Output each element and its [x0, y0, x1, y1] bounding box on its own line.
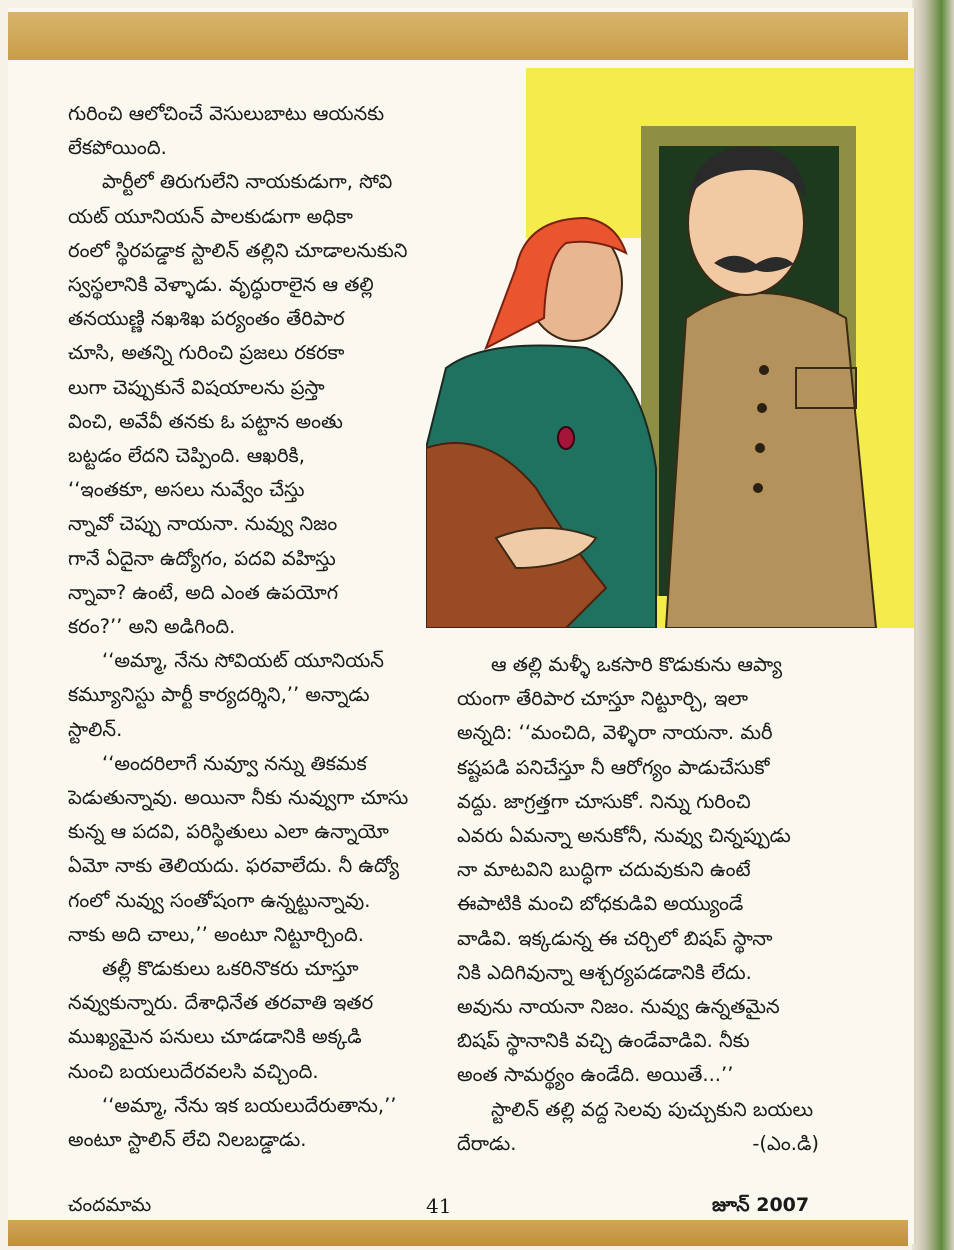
- text-line: కష్టపడి పనిచేస్తూ నీ ఆరోగ్యం పాడుచేసుకో: [457, 755, 770, 779]
- author-signature: -(ఎం.డి): [752, 1131, 819, 1155]
- text-line: పెడుతున్నావు. అయినా నీకు నువ్వుగా చూసు: [68, 786, 409, 810]
- magazine-name: చందమామ: [68, 1194, 152, 1216]
- text-line: బట్టడం లేదని చెప్పింది. ఆఖరికి,: [68, 444, 305, 468]
- text-line: కరం?’’ అని అడిగింది.: [68, 615, 236, 639]
- text-line: ముఖ్యమైన పనులు చూడడానికి అక్కడి: [68, 1025, 362, 1049]
- text-line: నవ్వుకున్నారు. దేశాధినేత తరవాతి ఇతర: [68, 991, 374, 1015]
- text-line: ఈపాటికి మంచి బోధకుడివి అయ్యుండే: [457, 892, 744, 916]
- bottom-decorative-band: [8, 1220, 908, 1246]
- text-line: స్టాలిన్ తల్లి వద్ద సెలవు పుచ్చుకుని బయలు: [491, 1097, 814, 1121]
- page-edge: [912, 0, 954, 1250]
- text-line: నా మాటవిని బుద్ధిగా చదువుకుని ఉంటే: [457, 858, 751, 882]
- text-line: ‘‘అమ్మా, నేను సోవియట్ యూనియన్: [102, 649, 384, 673]
- issue-date: జూన్ 2007: [712, 1194, 810, 1216]
- text-line: లుగా చెప్పుకునే విషయాలను ప్రస్తా: [68, 375, 325, 399]
- text-line: గానే ఏదైనా ఉద్యోగం, పదవి వహిస్తు: [68, 546, 336, 570]
- text-line: ఆ తల్లి మళ్ళీ ఒకసారి కొడుకును ఆప్యా: [491, 653, 783, 676]
- text-line: చూసి, అతన్ని గురించి ప్రజలు రకరకా: [68, 341, 345, 365]
- text-line: వద్దు. జాగ్రత్తగా చూసుకో. నిన్ను గురించి: [457, 789, 751, 813]
- text-line: వాడివి. ఇక్కడున్న ఈ చర్చిలో బిషప్ స్థానా: [457, 926, 773, 950]
- text-line: స్వస్థలానికి వెళ్ళాడు. వృద్ధురాలైన ఆ తల్లి: [68, 273, 374, 297]
- text-line: స్టాలిన్.: [68, 717, 123, 741]
- text-line: దేరాడు.: [457, 1131, 517, 1155]
- text-line: ‘‘అందరిలాగే నువ్వూ నన్ను తికమక: [102, 751, 367, 775]
- article-left-column: [68, 97, 440, 1157]
- text-line: ఎవరు ఏమన్నా అనుకోనీ, నువ్వు చిన్నప్పుడు: [457, 824, 791, 848]
- illustration-mother-and-stalin: [426, 68, 914, 628]
- article-right-column: [457, 648, 819, 1161]
- text-line: గంలో నువ్వు సంతోషంగా ఉన్నట్టున్నావు.: [68, 888, 371, 912]
- closing-line: [457, 1127, 819, 1161]
- text-line: తల్లీ కొడుకులు ఒకరినొకరు చూస్తూ: [102, 957, 359, 981]
- text-line: బిషప్ స్థానానికి వచ్చి ఉండేవాడివి. నీకు: [457, 1029, 750, 1053]
- text-line: అంటూ స్టాలిన్ లేచి నిలబడ్డాడు.: [68, 1128, 307, 1152]
- mother-figure: [426, 218, 656, 628]
- text-line: రంలో స్థిరపడ్డాక స్టాలిన్ తల్లిని చూడాలనుకుని: [68, 238, 408, 262]
- text-line: యట్ యూనియన్ పాలకుడుగా అధికా: [68, 204, 353, 228]
- text-line: వించి, అవేవీ తనకు ఓ పట్టాన అంతు: [68, 409, 343, 433]
- text-line: అవును నాయనా నిజం. నువ్వు ఉన్నతమైన: [457, 995, 780, 1019]
- text-line: నుంచి బయలుదేరవలసి వచ్చింది.: [68, 1059, 319, 1083]
- page-number: 41: [426, 1194, 452, 1218]
- text-line: పార్టీలో తిరుగులేని నాయకుడుగా, సోవి: [102, 170, 393, 194]
- text-line: ‘‘ఇంతకూ, అసలు నువ్వేం చేస్తు: [68, 478, 305, 502]
- text-line: ‘‘అమ్మా, నేను ఇక బయలుదేరుతాను,’’: [102, 1093, 397, 1117]
- text-line: లేకపోయింది.: [68, 136, 167, 160]
- text-line: గురించి ఆలోచించే వెసులుబాటు ఆయనకు: [68, 102, 385, 125]
- text-line: కమ్యూనిస్టు పార్టీ కార్యదర్శిని,’’ అన్నాడు: [68, 683, 370, 707]
- text-line: నాకు అది చాలు,’’ అంటూ నిట్టూర్చింది.: [68, 922, 364, 946]
- text-line: న్నావో చెప్పు నాయనా. నువ్వు నిజం: [68, 512, 338, 536]
- top-decorative-band: [8, 12, 908, 60]
- text-line: న్నావా? ఉంటే, అది ఎంత ఉపయోగ: [68, 580, 339, 604]
- text-line: తనయుణ్ణి నఖశిఖ పర్యంతం తేరిపార: [68, 307, 345, 331]
- text-line: యంగా తేరిపార చూస్తూ నిట్టూర్చి, ఇలా: [457, 687, 748, 711]
- text-line: అన్నది: ‘‘మంచిది, వెళ్ళిరా నాయనా. మరీ: [457, 721, 773, 745]
- text-line: నికి ఎదిగివున్నా ఆశ్చర్యపడడానికి లేదు.: [457, 960, 752, 984]
- text-line: ఏమో నాకు తెలియదు. ఫరవాలేదు. నీ ఉద్యో: [68, 854, 400, 878]
- text-line: అంత సామర్థ్యం ఉండేది. అయితే...’’: [457, 1063, 734, 1087]
- text-line: కున్న ఆ పదవి, పరిస్థితులు ఎలా ఉన్నాయో: [68, 820, 389, 844]
